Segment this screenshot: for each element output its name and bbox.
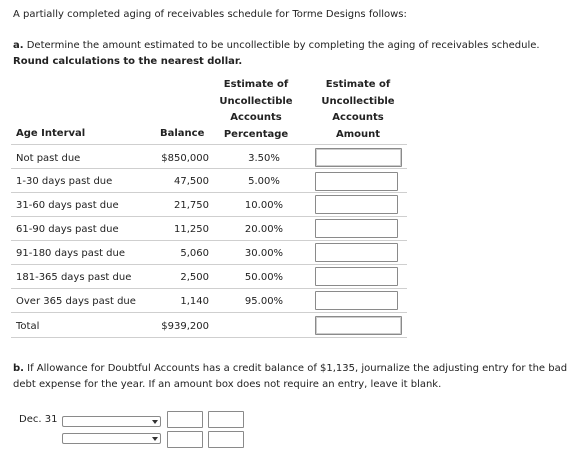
row-interval: Over 365 days past due	[16, 296, 136, 307]
row-percentage: 5.00%	[248, 176, 280, 187]
credit-input-1[interactable]	[208, 411, 244, 428]
credit-input-2[interactable]	[208, 431, 244, 448]
total-amount-input[interactable]	[315, 316, 402, 335]
header-age-interval: Age Interval	[16, 128, 86, 139]
amount-input-31-60[interactable]	[315, 195, 398, 214]
row-divider	[11, 192, 407, 193]
row-percentage: 20.00%	[244, 224, 284, 235]
question-b-label: b.	[13, 363, 24, 374]
header-percentage-line: Uncollectible	[219, 95, 293, 107]
row-divider	[11, 168, 407, 169]
row-interval: 1-30 days past due	[16, 176, 113, 187]
question-a-label: a.	[13, 40, 24, 51]
row-interval: 181-365 days past due	[16, 272, 132, 283]
question-a-rounding-note: Round calculations to the nearest dollar.	[13, 56, 243, 67]
journal-date: Dec. 31	[19, 414, 58, 425]
row-balance: 21,750	[174, 200, 209, 211]
row-balance: 11,250	[174, 224, 209, 235]
row-divider	[11, 312, 407, 313]
header-percentage-line: Estimate of	[223, 79, 289, 90]
header-divider	[11, 144, 407, 145]
amount-input-61-90[interactable]	[315, 219, 398, 238]
row-interval: 31-60 days past due	[16, 200, 119, 211]
header-amount-line: Amount	[335, 128, 381, 140]
row-balance: 47,500	[174, 176, 209, 187]
row-divider	[11, 240, 407, 241]
debit-input-2[interactable]	[167, 431, 203, 448]
amount-input-181-365[interactable]	[315, 267, 398, 286]
header-balance: Balance	[160, 128, 205, 139]
question-a-text: Determine the amount estimated to be uncollectible by completing the aging of receivables schedule.	[26, 40, 540, 51]
row-balance: $850,000	[161, 153, 209, 164]
amount-input-1-30[interactable]	[315, 172, 398, 191]
total-divider	[11, 337, 407, 338]
header-amount-line: Accounts	[332, 112, 384, 123]
row-interval: Not past due	[16, 153, 81, 164]
account-select-2[interactable]	[62, 433, 161, 444]
intro-text: A partially completed aging of receivables schedule for Torme Designs follows:	[13, 9, 407, 20]
header-amount-line: Uncollectible	[321, 95, 395, 107]
row-percentage: 3.50%	[248, 153, 280, 164]
row-percentage: 30.00%	[244, 248, 284, 259]
row-percentage: 50.00%	[244, 272, 284, 283]
header-amount	[315, 77, 401, 143]
header-amount-line: Estimate of	[325, 79, 391, 90]
row-divider	[11, 264, 407, 265]
row-divider	[11, 216, 407, 217]
amount-input-91-180[interactable]	[315, 243, 398, 262]
row-percentage: 95.00%	[244, 296, 284, 307]
amount-input-over-365[interactable]	[315, 291, 398, 310]
row-divider	[11, 288, 407, 289]
question-a	[13, 38, 573, 70]
row-interval: 61-90 days past due	[16, 224, 119, 235]
row-balance: 2,500	[180, 272, 209, 283]
question-b	[13, 361, 583, 393]
header-percentage-line: Accounts	[230, 112, 282, 123]
header-percentage-line: Percentage	[223, 128, 289, 140]
row-percentage: 10.00%	[244, 200, 284, 211]
total-balance: $939,200	[161, 321, 209, 332]
row-interval: 91-180 days past due	[16, 248, 126, 259]
row-balance: 5,060	[180, 248, 209, 259]
chevron-down-icon	[152, 420, 158, 424]
debit-input-1[interactable]	[167, 411, 203, 428]
header-percentage	[214, 77, 298, 143]
amount-input-not-past-due[interactable]	[315, 148, 402, 167]
question-b-text: If Allowance for Doubtful Accounts has a credit balance of $1,135, journalize the adjusting entry for the bad debt expense for the year. If an amount box does not require an entry, leave it blank.	[13, 363, 568, 390]
row-balance: 1,140	[180, 296, 209, 307]
chevron-down-icon	[152, 437, 158, 441]
account-select-1[interactable]	[62, 416, 161, 427]
total-label: Total	[16, 321, 40, 332]
